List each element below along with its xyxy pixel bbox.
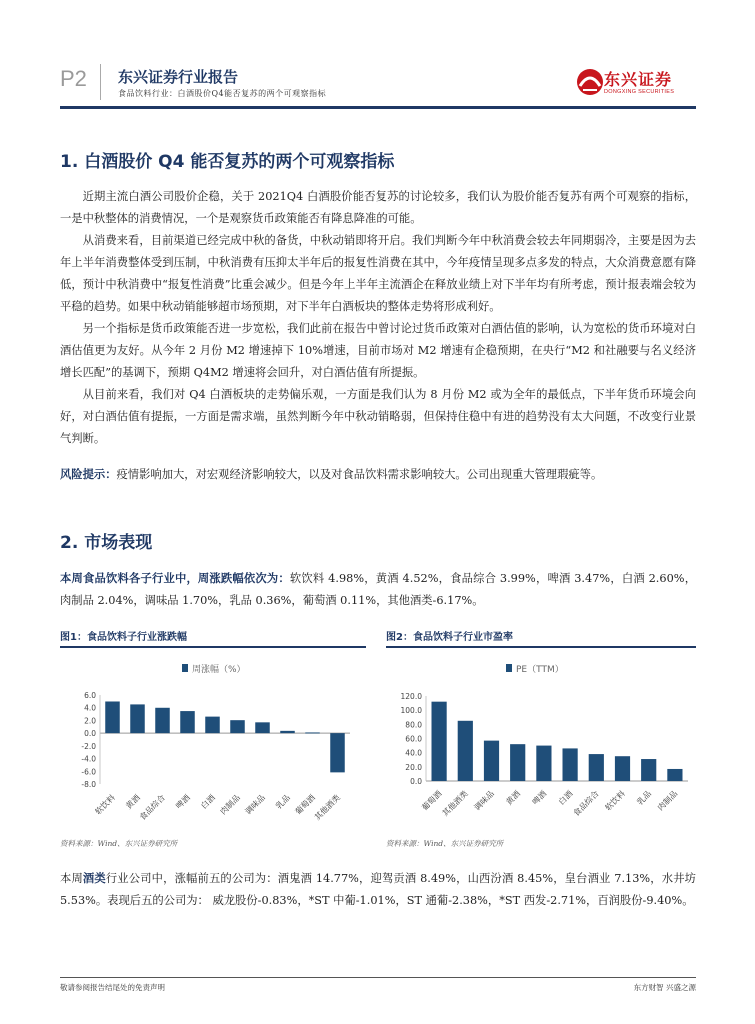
x-tick-label: 乳品 (274, 793, 292, 811)
x-tick-label: 啤酒 (530, 789, 549, 807)
x-tick-label: 肉制品 (655, 789, 680, 813)
y-tick-label: 6.0 (84, 691, 96, 700)
figure1-source: 资料来源：Wind、东兴证券研究所 (60, 839, 178, 848)
x-tick-label: 其他酒类 (440, 789, 470, 819)
x-tick-label: 白酒 (556, 789, 575, 807)
paragraph: 近期主流白酒公司股价企稳，关于 2021Q4 白酒股价能否复苏的讨论较多，我们认为股价能否复苏有两个可观察的指标，一是中秋整体的消费情况，一个是观察货币政策能否有降息降准的可能。 (60, 190, 696, 225)
market-summary (60, 568, 696, 612)
y-tick-label: 40.0 (405, 748, 422, 758)
bar (180, 711, 195, 733)
figure2-chart (386, 650, 696, 822)
header-rule (60, 106, 696, 109)
y-tick-label: 4.0 (84, 703, 96, 713)
bar (155, 708, 170, 733)
bar (615, 756, 630, 781)
bar (130, 704, 145, 733)
logo-text: 东兴证券 (604, 70, 673, 89)
figure1-title: 图1：食品饮料子行业涨跌幅 (60, 632, 187, 643)
report-title: 东兴证券行业报告 (118, 68, 239, 86)
bar (667, 769, 682, 781)
bar (589, 754, 604, 781)
section1-heading: 1. 白酒股价 Q4 能否复苏的两个可观察指标 (60, 152, 395, 172)
closing-pre: 本周 (60, 872, 83, 885)
x-tick-label: 葡萄酒 (420, 789, 444, 813)
x-tick-label: 其他酒类 (312, 793, 342, 822)
x-tick-label: 食品综合 (137, 793, 167, 822)
paragraph: 从目前来看，我们对 Q4 白酒板块的走势偏乐观，一方面是我们认为 8 月份 M2 或为全年的最低点，下半年货币环境会向好，对白酒估值有提振，一方面是需求端，虽然判断今年中秋动销略弱，但保持住稳中有进的趋势没有太大问题，不改变行业景气判断。 (60, 388, 696, 445)
footer-disclaimer: 敬请参阅报告结尾处的免责声明 (60, 983, 165, 992)
closing-text: 行业公司中，涨幅前五的公司为：酒鬼酒 14.77%，迎驾贡酒 8.49%，山西汾酒 8.45%，皇台酒业 7.13%，水井坊 5.53%。表现后五的公司为： 威龙股份-0.83%，*ST 中葡-1.01%，ST 通葡-2.38%，*ST 西发-2.71%，百润股份-9.40%。 (60, 872, 696, 907)
x-tick-label: 调味品 (243, 793, 267, 817)
bar (484, 741, 499, 781)
bar (641, 759, 656, 781)
x-tick-label: 肉制品 (218, 793, 242, 817)
bar (255, 722, 270, 733)
y-tick-label: 2.0 (84, 716, 96, 726)
figure2-source: 资料来源：Wind、东兴证券研究所 (386, 839, 504, 848)
bar (536, 746, 551, 781)
risk-warning (60, 464, 696, 486)
footer-rule (60, 977, 696, 978)
bar (205, 717, 220, 734)
legend-swatch (506, 664, 512, 672)
figure1-rule (60, 646, 366, 648)
header-divider (100, 64, 101, 100)
bar (230, 720, 245, 733)
x-tick-label: 啤酒 (174, 793, 192, 811)
page-number: P2 (60, 66, 87, 91)
x-tick-label: 食品综合 (571, 789, 601, 819)
section1-body (60, 186, 696, 450)
bar (305, 732, 320, 733)
bar (510, 744, 525, 781)
legend-label: 周涨幅（%） (192, 665, 246, 675)
x-tick-label: 黄酒 (504, 789, 523, 807)
x-tick-label: 葡萄酒 (293, 793, 317, 817)
bar (280, 731, 295, 733)
x-tick-label: 软饮料 (93, 793, 117, 817)
y-tick-label: -4.0 (81, 754, 96, 764)
figure2-title: 图2：食品饮料子行业市盈率 (386, 632, 513, 643)
y-tick-label: 120.0 (400, 692, 422, 701)
y-tick-label: 0.0 (84, 729, 96, 739)
y-tick-label: -8.0 (81, 780, 96, 789)
paragraph: 从消费来看，目前渠道已经完成中秋的备货，中秋动销即将开启。我们判断今年中秋消费会较去年同期弱冷，主要是因为去年上半年消费整体受到压制，中秋消费有压抑太半年后的报复性消费在其中，今年疫情呈现多点多发的特点，大众消费意愿有降低，预计中秋消费中“报复性消费”比重会减少。但是今年上半年主流酒企在释放业绩上对下半年均有所考虑，预计报表端会较为平稳的趋势。如果中秋动销能够超市场预期，对下半年白酒板块的整体走势将形成利好。 (60, 234, 696, 313)
bar (432, 702, 447, 781)
y-tick-label: 100.0 (400, 706, 422, 716)
summary-lead: 本周食品饮料各子行业中，周涨跌幅依次为： (60, 572, 290, 585)
figure1-chart (60, 650, 366, 822)
risk-text: 疫情影响加大，对宏观经济影响较大，以及对食品饮料需求影响较大。公司出现重大管理瑕疵等。 (116, 468, 603, 481)
x-tick-label: 白酒 (199, 793, 217, 811)
legend-label: PE（TTM） (516, 665, 564, 675)
report-subtitle: 食品饮料行业：白酒股价Q4能否复苏的两个可观察指标 (118, 89, 327, 98)
bar (330, 733, 345, 772)
y-tick-label: 0.0 (410, 777, 422, 786)
y-tick-label: -6.0 (81, 767, 96, 777)
closing-bold: 酒类 (82, 872, 106, 885)
summary-text: 软饮料 4.98%，黄酒 4.52%，食品综合 3.99%，啤酒 3.47%，白酒 2.60%，肉制品 2.04%，调味品 1.70%，乳品 0.36%，葡萄酒 0.11%，其他酒类-6.17%。 (60, 572, 696, 607)
y-tick-label: 20.0 (405, 762, 422, 772)
liquor-companies-summary (60, 868, 696, 912)
y-tick-label: 60.0 (405, 734, 422, 744)
risk-label: 风险提示： (60, 468, 117, 481)
x-tick-label: 软饮料 (603, 789, 627, 813)
bar (105, 701, 120, 733)
legend-swatch (182, 664, 188, 672)
paragraph: 另一个指标是货币政策能否进一步宽松，我们此前在报告中曾讨论过货币政策对白酒估值的影响，认为宽松的货币环境对白酒估值更为友好。从今年 2 月份 M2 增速掉下 10%增速，目前市场对 M2 增速有企稳预期，在央行“M2 和社融要与名义经济增长匹配”的基调下，预期 Q4M2 增速将会回升，对白酒估值有所提振。 (60, 322, 696, 379)
bar (458, 721, 473, 781)
logo-subtext: DONGXING SECURITIES (604, 89, 675, 95)
x-tick-label: 乳品 (635, 789, 654, 807)
x-tick-label: 调味品 (472, 789, 496, 813)
section2-heading: 2. 市场表现 (60, 533, 153, 553)
y-tick-label: -2.0 (81, 741, 96, 751)
y-tick-label: 80.0 (405, 720, 422, 730)
footer-slogan: 东方财智 兴盛之源 (633, 983, 696, 992)
figure2-rule (386, 646, 696, 648)
bar (563, 748, 578, 781)
x-tick-label: 黄酒 (124, 793, 142, 811)
